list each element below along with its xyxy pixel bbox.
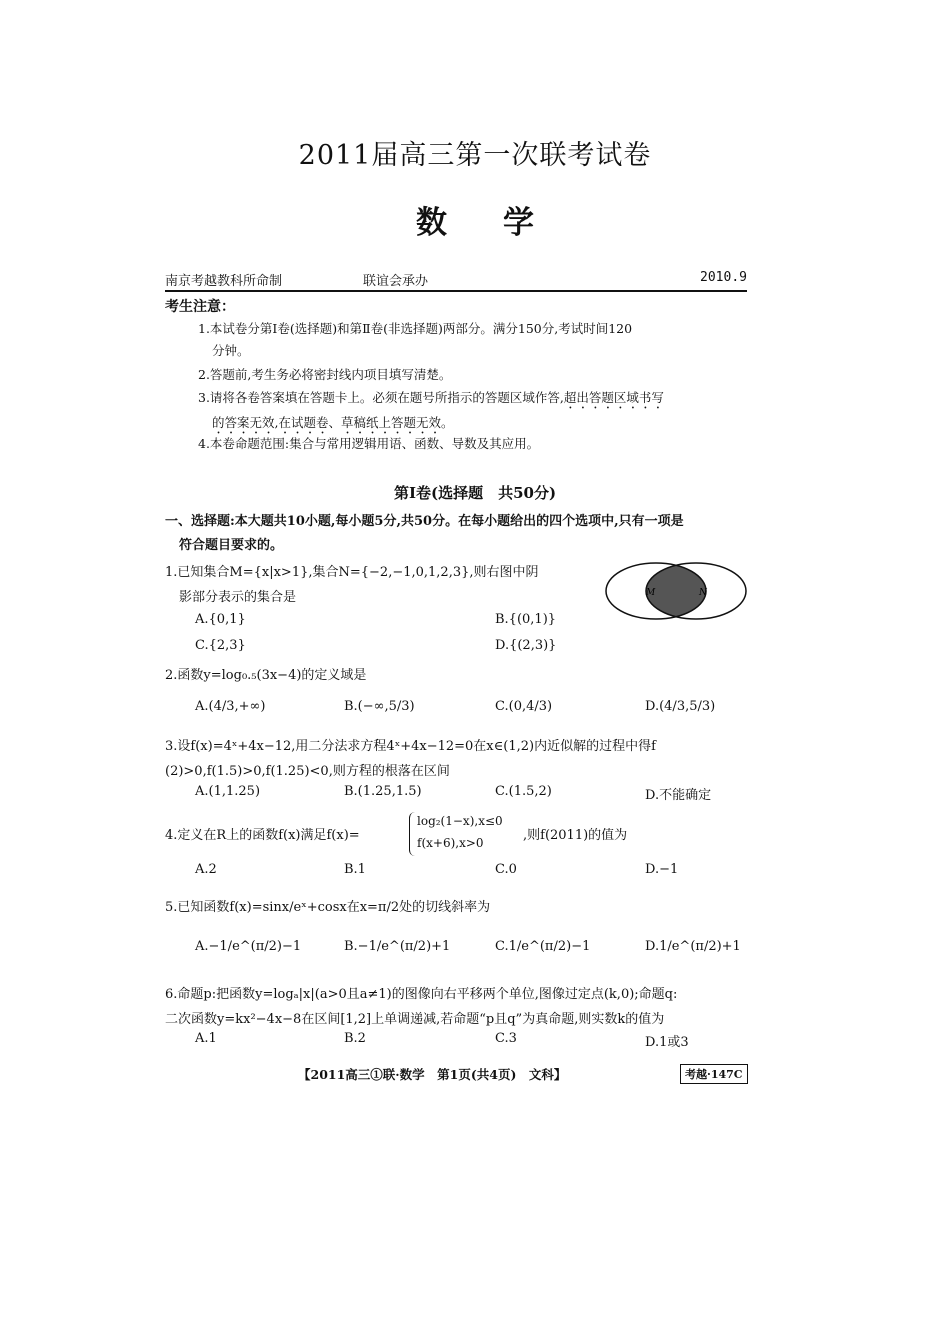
q2-option-d[interactable]: D.(4/3,5/3)	[645, 699, 716, 714]
question-2: 2.函数y=log₀.₅(3x−4)的定义域是	[165, 668, 367, 683]
q1-options-row2	[195, 638, 755, 662]
question-3: 3.设f(x)=4ˣ+4x−12,用二分法求方程4ˣ+4x−12=0在x∈(1,2)内近似解的过程中得f (2)>0,f(1.5)>0,f(1.25)<0,则方程的根落在区间	[165, 739, 656, 779]
q1-option-b[interactable]: B.{(0,1)}	[495, 612, 557, 627]
piecewise-cases: log₂(1−x),x≤0 f(x+6),x>0	[417, 814, 503, 850]
q3-options	[195, 784, 755, 808]
page-footer: 【2011高三①联·数学 第1页(共4页) 文科】	[298, 1067, 567, 1082]
q5-options	[195, 939, 755, 963]
paper-code-tag: 考越·147C	[680, 1064, 748, 1084]
q5-option-c[interactable]: C.1/e^(π/2)−1	[495, 939, 591, 954]
q4-option-d[interactable]: D.−1	[645, 862, 679, 877]
venn-label-n: N	[699, 588, 707, 598]
q3-option-d[interactable]: D.不能确定	[645, 788, 712, 803]
q2-option-c[interactable]: C.(0,4/3)	[495, 699, 553, 714]
question-4: 4.定义在R上的函数f(x)满足f(x)= log₂(1−x),x≤0 f(x+6),x>0 ,则f(2011)的值为	[165, 820, 750, 860]
q6-option-b[interactable]: B.2	[344, 1031, 366, 1046]
notice-item-3: 3.请将各卷答案填在答题卡上。必须在题号所指示的答题区域作答,超出答题区域书写 的答案无效,在试题卷、草稿纸上答题无效。	[198, 390, 664, 430]
question-5: 5.已知函数f(x)=sinx/eˣ+cosx在x=π/2处的切线斜率为	[165, 900, 491, 915]
part1-heading: 第Ⅰ卷(选择题 共50分)	[393, 484, 557, 502]
q2-option-b[interactable]: B.(−∞,5/3)	[344, 699, 415, 714]
question-6: 6.命题p:把函数y=logₐ|x|(a>0且a≠1)的图像向右平移两个单位,图像过定点(k,0);命题q: 二次函数y=kx²−4x−8在区间[1,2]上单调递减,若命题“p且q”为真命题,则实数k的值为	[165, 987, 678, 1027]
venn-label-m: M	[646, 588, 656, 598]
issuing-org: 南京考越教科所命制	[165, 274, 283, 289]
q3-option-a[interactable]: A.(1,1.25)	[195, 784, 261, 799]
notice-item-1: 1.本试卷分第Ⅰ卷(选择题)和第Ⅱ卷(非选择题)两部分。满分150分,考试时间120 分钟。	[198, 321, 633, 358]
q4-option-a[interactable]: A.2	[195, 862, 217, 877]
subject-char: 数	[416, 205, 447, 241]
q5-option-d[interactable]: D.1/e^(π/2)+1	[645, 939, 741, 954]
q2-options	[195, 699, 755, 723]
info-bar	[165, 270, 747, 292]
q2-option-a[interactable]: A.(4/3,+∞)	[195, 699, 266, 714]
exam-title: 2011届高三第一次联考试卷	[298, 140, 652, 171]
notice-item-4: 4.本卷命题范围:集合与常用逻辑用语、函数、导数及其应用。	[198, 436, 540, 451]
q1-option-c[interactable]: C.{2,3}	[195, 638, 246, 653]
q5-option-b[interactable]: B.−1/e^(π/2)+1	[344, 939, 451, 954]
notice-heading: 考生注意：	[165, 299, 235, 315]
q4-option-c[interactable]: C.0	[495, 862, 517, 877]
q5-option-a[interactable]: A.−1/e^(π/2)−1	[195, 939, 302, 954]
q6-options	[195, 1031, 755, 1055]
q4-option-b[interactable]: B.1	[344, 862, 366, 877]
q1-option-a[interactable]: A.{0,1}	[195, 612, 246, 627]
exam-date: 2010.9	[700, 270, 747, 285]
q1-options-row1	[195, 612, 755, 636]
q4-options	[195, 862, 755, 886]
q3-option-c[interactable]: C.(1.5,2)	[495, 784, 552, 799]
q1-option-d[interactable]: D.{(2,3)}	[495, 638, 557, 653]
q6-option-d[interactable]: D.1或3	[645, 1035, 689, 1050]
q6-option-a[interactable]: A.1	[195, 1031, 217, 1046]
subject-char: 学	[503, 205, 534, 241]
q3-option-b[interactable]: B.(1.25,1.5)	[344, 784, 422, 799]
question-1: 1.已知集合M={x|x>1},集合N={−2,−1,0,1,2,3},则右图中阴 影部分表示的集合是	[165, 565, 539, 605]
host-org: 联谊会承办	[363, 274, 429, 289]
notice-item-2: 2.答题前,考生务必将密封线内项目填写清楚。	[198, 367, 452, 382]
subject-title	[0, 197, 950, 242]
section-instructions: 一、选择题:本大题共10小题,每小题5分,共50分。在每小题给出的四个选项中,只有一项是 符合题目要求的。	[165, 514, 684, 553]
q6-option-c[interactable]: C.3	[495, 1031, 517, 1046]
